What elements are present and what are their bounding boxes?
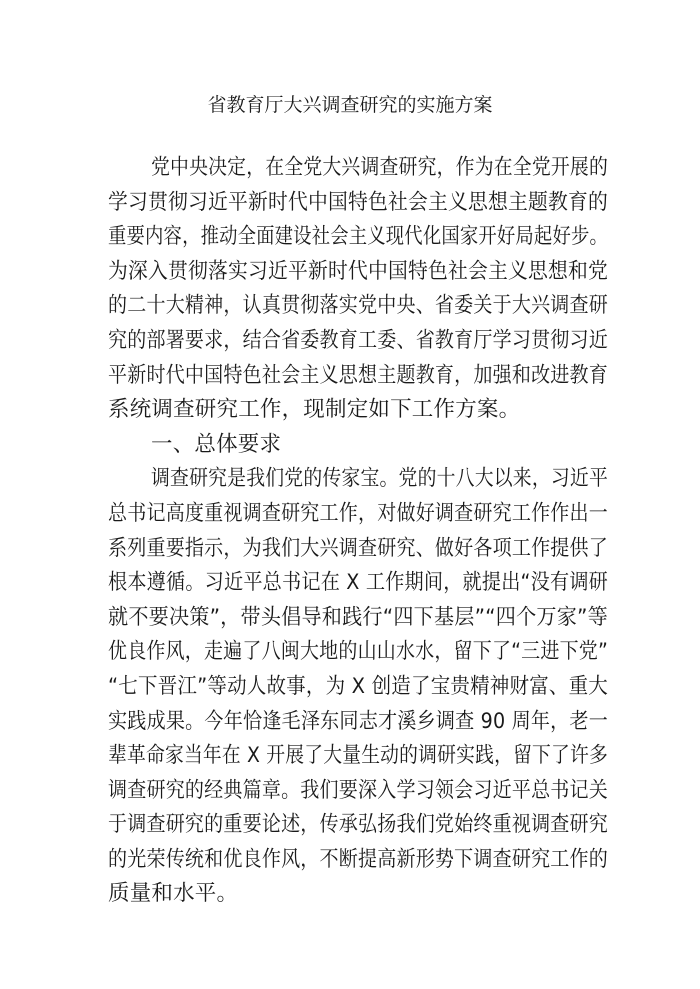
paragraph-line: 调查研究是我们党的传家宝。党的十八大以来，习近平: [151, 466, 608, 492]
paragraph-line: 的二十大精神，认真贯彻落实党中央、省委关于大兴调查研: [108, 293, 608, 319]
paragraph-line: 平新时代中国特色社会主义思想主题教育，加强和改进教育: [108, 362, 608, 388]
paragraph-line: 党中央决定，在全党大兴调查研究，作为在全党开展的: [151, 155, 608, 180]
document-title: 省教育厅大兴调查研究的实施方案: [207, 94, 493, 116]
paragraph-line: 学习贯彻习近平新时代中国特色社会主义思想主题教育的: [108, 189, 608, 215]
paragraph-line: 实践成果。今年恰逢毛泽东同志才溪乡调查 90 周年，老一: [108, 708, 608, 734]
paragraph-line: 总书记高度重视调查研究工作，对做好调查研究工作作出一: [108, 500, 608, 526]
section-heading: 一、总体要求: [151, 431, 282, 457]
paragraph-line: 系统调查研究工作，现制定如下工作方案。: [108, 397, 521, 423]
paragraph-line: 质量和水平。: [108, 881, 239, 907]
paragraph-line: 重要内容，推动全面建设社会主义现代化国家开好局起好步。: [108, 224, 608, 250]
paragraph-line: 优良作风，走遍了八闽大地的山山水水，留下了“三进下党”: [108, 639, 608, 665]
paragraph-line: 辈革命家当年在 X 开展了大量生动的调研实践，留下了许多: [108, 743, 608, 769]
paragraph-line: 于调查研究的重要论述，传承弘扬我们党始终重视调查研究: [108, 812, 608, 838]
paragraph-line: 根本遵循。习近平总书记在 X 工作期间，就提出“没有调研: [108, 570, 608, 596]
paragraph-line: 就不要决策”，带头倡导和践行“四下基层”“四个万家”等: [108, 604, 608, 630]
paragraph-line: 究的部署要求，结合省委教育工委、省教育厅学习贯彻习近: [108, 327, 608, 353]
paragraph-line: 系列重要指示，为我们大兴调查研究、做好各项工作提供了: [108, 535, 608, 561]
paragraph-line: 为深入贯彻落实习近平新时代中国特色社会主义思想和党: [108, 258, 608, 284]
paragraph-line: 的光荣传统和优良作风，不断提高新形势下调查研究工作的: [108, 846, 608, 872]
paragraph-line: 调查研究的经典篇章。我们要深入学习领会习近平总书记关: [108, 777, 608, 803]
document-body: [108, 151, 608, 912]
paragraph-line: “七下晋江”等动人故事，为 X 创造了宝贵精神财富、重大: [108, 673, 608, 699]
